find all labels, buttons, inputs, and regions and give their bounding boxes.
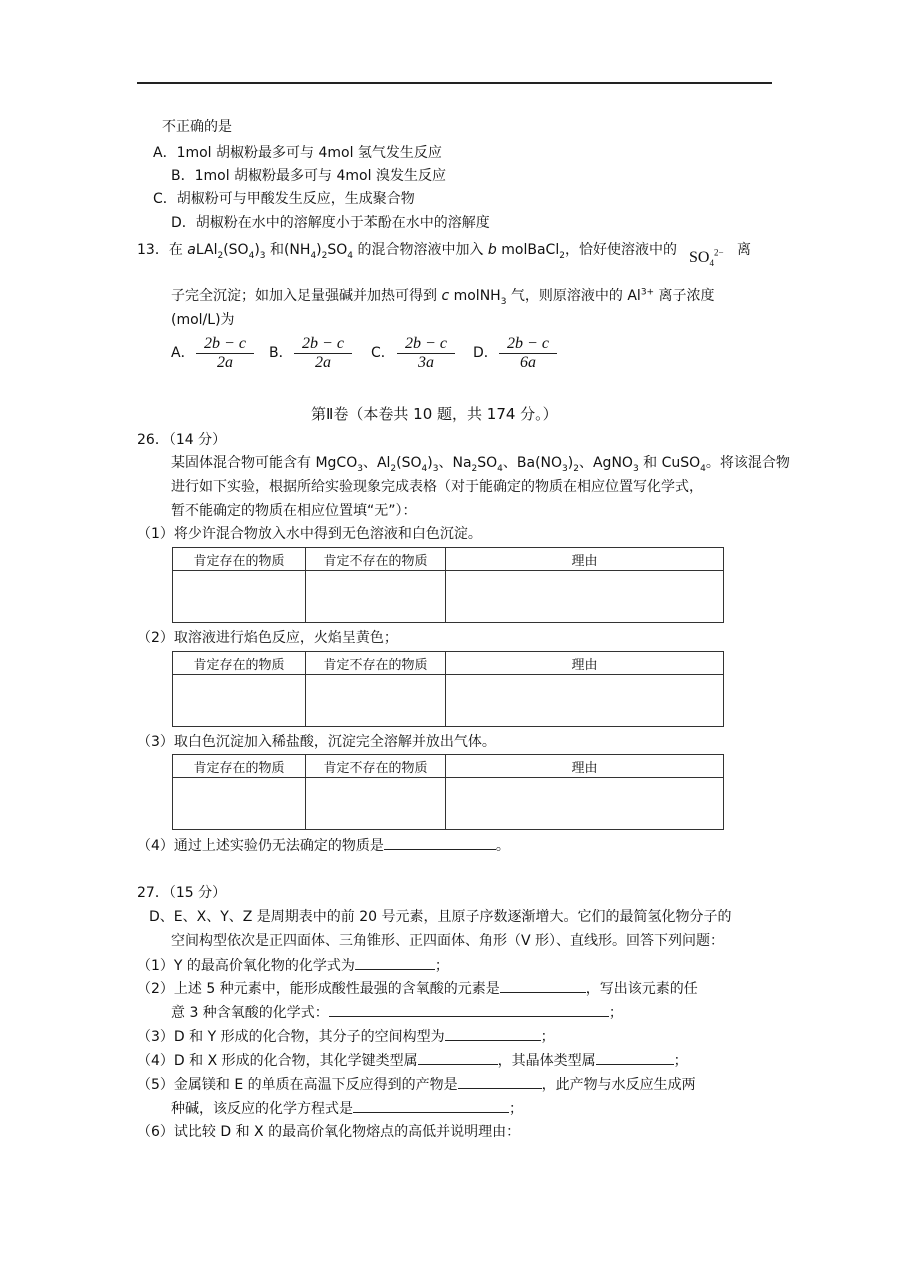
- q26-table-1: [172, 547, 724, 623]
- answer-cell-reason[interactable]: [446, 778, 724, 830]
- q27-part-3: （3）D 和 Y 形成的化合物，其分子的空间构型为 ；: [137, 1026, 555, 1047]
- q27-part-2-line2: 意 3 种含氧酸的化学式： ；: [171, 1002, 623, 1023]
- q13-choice-a-label: A．: [171, 345, 195, 361]
- fraction-numerator: 2b − c: [397, 335, 455, 354]
- header-present: 肯定存在的物质: [173, 548, 306, 571]
- q13-line1-end: 离: [737, 242, 751, 258]
- q13-line3: (mol/L)为: [171, 312, 235, 328]
- answer-blank[interactable]: [596, 1050, 674, 1065]
- header-absent: 肯定不存在的物质: [306, 755, 446, 778]
- q26-header: 26．（14 分）: [137, 432, 227, 448]
- q13-choice-c-fraction: [397, 335, 455, 372]
- fraction-denominator: 2a: [315, 354, 331, 371]
- q27-part-4: （4）D 和 X 形成的化合物，其化学键类型属 ，其晶体类型属 ；: [137, 1050, 688, 1071]
- header-present: 肯定存在的物质: [173, 755, 306, 778]
- q13-choice-b-fraction: [294, 335, 352, 372]
- header-reason: 理由: [446, 755, 724, 778]
- fraction-numerator: 2b − c: [196, 335, 254, 354]
- q12-option-d: D．胡椒粉在水中的溶解度小于苯酚在水中的溶解度: [171, 215, 490, 231]
- fraction-denominator: 3a: [418, 354, 434, 371]
- answer-blank[interactable]: [458, 1074, 542, 1089]
- q26-step-2: （2）取溶液进行焰色反应，火焰呈黄色；: [137, 630, 398, 646]
- q13-choice-b-label: B．: [269, 345, 293, 361]
- q26-table-3: [172, 754, 724, 830]
- q13-number: 13．: [137, 242, 169, 258]
- answer-blank[interactable]: [353, 1098, 509, 1113]
- q12-option-b: B．1mol 胡椒粉最多可与 4mol 溴发生反应: [171, 168, 446, 184]
- q13-line2: 子完全沉淀；如加入足量强碱并加热可得到 c molNH$_3$ 气，则原溶液中的 $Al^{3+}$ 离子浓度: [171, 287, 715, 307]
- q27-part-2-line1: （2）上述 5 种元素中，能形成酸性最强的含氧酸的元素是 ，写出该元素的任: [137, 978, 698, 999]
- q12-stem-tail: 不正确的是: [162, 119, 232, 135]
- answer-blank[interactable]: [384, 835, 496, 850]
- q27-intro-line2: 空间构型依次是正四面体、三角锥形、正四面体、角形（V 形）、直线形。回答下列问题：: [171, 933, 725, 949]
- answer-cell-present[interactable]: [173, 778, 306, 830]
- answer-cell-present[interactable]: [173, 675, 306, 727]
- answer-cell-reason[interactable]: [446, 675, 724, 727]
- q26-intro-line3: 暂不能确定的物质在相应位置填“无”）：: [171, 503, 417, 519]
- q26-intro-line2: 进行如下实验，根据所给实验现象完成表格（对于能确定的物质在相应位置写化学式，: [171, 479, 703, 495]
- q27-header: 27．（15 分）: [137, 885, 227, 901]
- answer-cell-absent[interactable]: [306, 571, 446, 623]
- q27-intro-line1: D、E、X、Y、Z 是周期表中的前 20 号元素，且原子序数逐渐增大。它们的最简氢化物分子的: [149, 909, 732, 925]
- header-reason: 理由: [446, 548, 724, 571]
- answer-blank[interactable]: [445, 1026, 541, 1041]
- fraction-numerator: 2b − c: [294, 335, 352, 354]
- q26-step-1: （1）将少许混合物放入水中得到无色溶液和白色沉淀。: [137, 526, 482, 542]
- answer-cell-absent[interactable]: [306, 778, 446, 830]
- q27-part-5-line1: （5）金属镁和 E 的单质在高温下反应得到的产物是 ，此产物与水反应生成两: [137, 1074, 696, 1095]
- header-absent: 肯定不存在的物质: [306, 548, 446, 571]
- q13-choice-c-label: C．: [371, 345, 395, 361]
- answer-blank[interactable]: [329, 1002, 609, 1017]
- header-absent: 肯定不存在的物质: [306, 652, 446, 675]
- answer-blank[interactable]: [418, 1050, 498, 1065]
- q13-choice-d-fraction: [499, 335, 557, 372]
- q26-step-3: （3）取白色沉淀加入稀盐酸，沉淀完全溶解并放出气体。: [137, 734, 496, 750]
- answer-blank[interactable]: [355, 955, 435, 970]
- fraction-denominator: 6a: [520, 354, 536, 371]
- header-present: 肯定存在的物质: [173, 652, 306, 675]
- part2-title: 第Ⅱ卷（本卷共 10 题，共 174 分。）: [311, 405, 558, 423]
- q26-step-4: （4）通过上述实验仍无法确定的物质是 。: [137, 835, 510, 856]
- answer-blank[interactable]: [500, 978, 586, 993]
- q12-option-c: C．胡椒粉可与甲酸发生反应，生成聚合物: [153, 191, 415, 207]
- q13-choice-a-fraction: [196, 335, 254, 372]
- fraction-denominator: 2a: [217, 354, 233, 371]
- header-reason: 理由: [446, 652, 724, 675]
- fraction-numerator: 2b − c: [499, 335, 557, 354]
- answer-cell-reason[interactable]: [446, 571, 724, 623]
- q26-table-2: [172, 651, 724, 727]
- q26-intro-line1: 某固体混合物可能含有 MgCO$_3$、$Al_2(SO_4)_3$、$Na_2SO_4$、$Ba(NO_3)_2$、AgNO$_3$ 和 CuSO$_4$。将该混合物: [171, 455, 790, 474]
- q27-part-6: （6）试比较 D 和 X 的最高价氧化物熔点的高低并说明理由：: [137, 1124, 521, 1140]
- header-rule: [137, 82, 772, 84]
- q13-choice-d-label: D．: [473, 345, 498, 361]
- sulfate-ion-formula: $SO_4^{2-}$: [689, 247, 724, 269]
- q27-part-5-line2: 种碱，该反应的化学方程式是 ；: [171, 1098, 523, 1119]
- q13-line1: 13．在 $aLAl_2(SO_4)_3$ 和$(NH_4)_2SO_4$ 的混合物溶液中加入 b molBaCl$_2$，恰好使溶液中的: [137, 242, 677, 261]
- answer-cell-present[interactable]: [173, 571, 306, 623]
- q12-option-a: A．1mol 胡椒粉最多可与 4mol 氢气发生反应: [153, 145, 442, 161]
- q27-part-1: （1）Y 的最高价氧化物的化学式为 ；: [137, 955, 449, 976]
- answer-cell-absent[interactable]: [306, 675, 446, 727]
